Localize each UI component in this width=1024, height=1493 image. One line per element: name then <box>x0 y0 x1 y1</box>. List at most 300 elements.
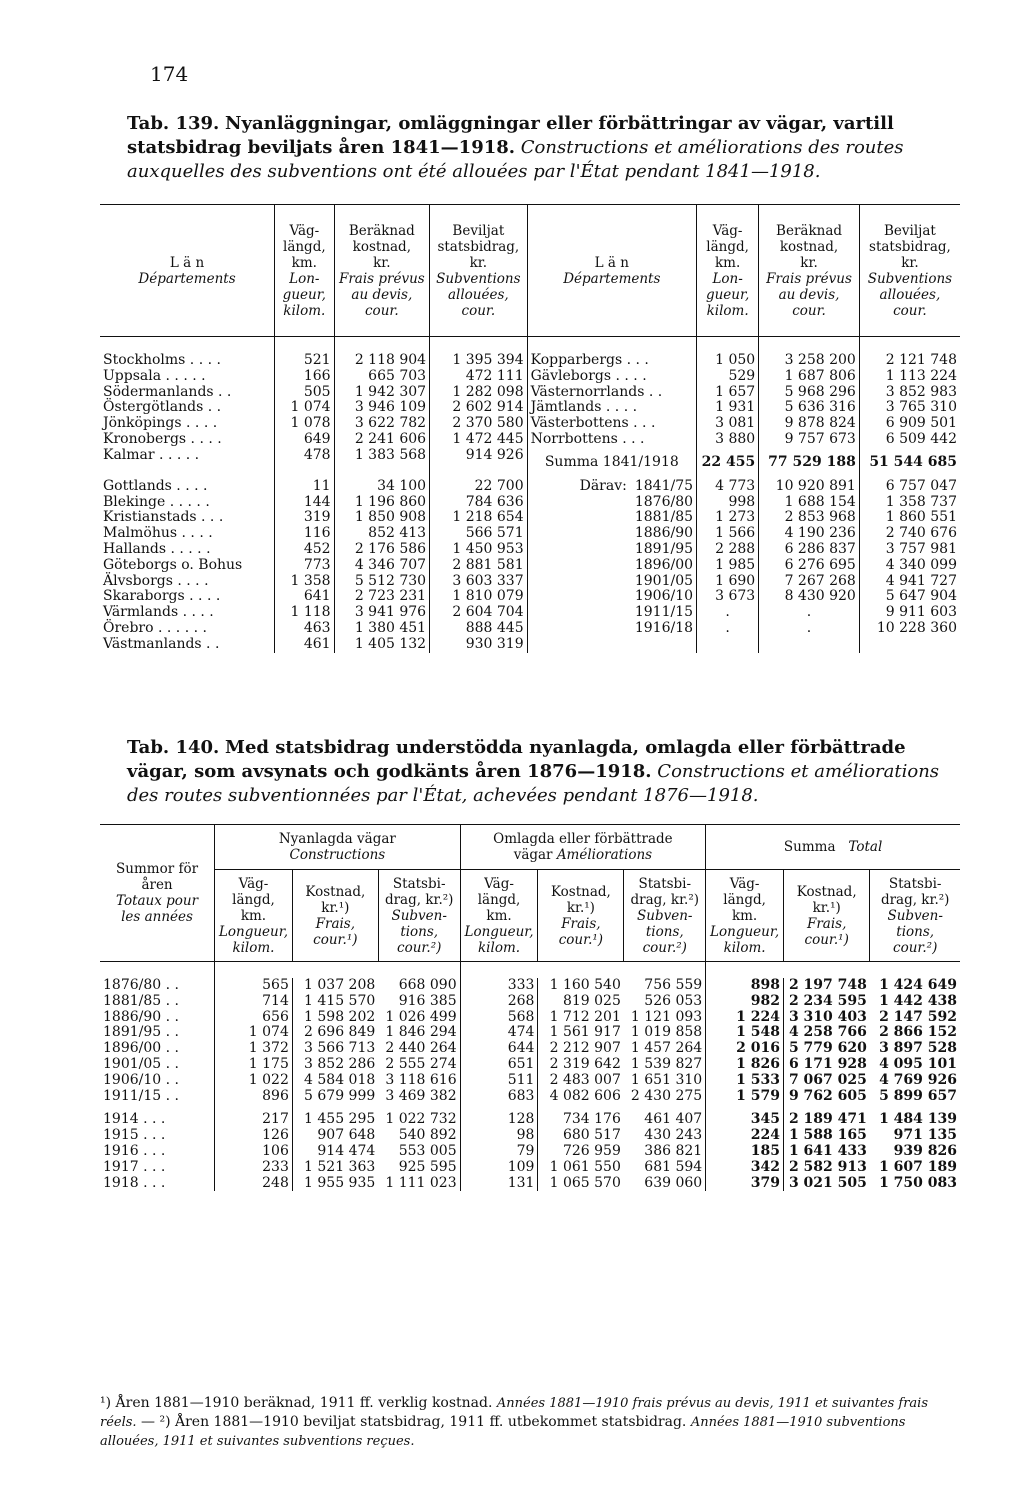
county-name: Skaraborgs . . . . <box>103 588 221 605</box>
county-name: Kronobergs . . . . <box>103 430 222 447</box>
subheader-sv: Kostnad, kr.¹) <box>550 883 611 916</box>
darav-label: Därav: <box>579 477 627 494</box>
county-name: Älvsborgs . . . . <box>103 572 209 589</box>
summa-value: 77 529 188 <box>759 448 860 479</box>
table-cell: 914 474 <box>292 1144 378 1160</box>
tab140-label: Tab. 140. <box>127 737 220 758</box>
table-cell: 1 121 093 <box>630 1008 703 1025</box>
table-cell: 1 358 737 <box>859 495 960 511</box>
table-cell: 896 <box>215 1089 293 1105</box>
estimated-cost: 1 196 860 <box>334 495 429 511</box>
table-cell: 3 852 983 <box>859 385 960 401</box>
table-cell: 898 <box>706 978 784 994</box>
estimated-cost: 2 118 904 <box>334 353 429 369</box>
table-row <box>100 637 960 653</box>
period-label <box>527 479 696 495</box>
tab140-subheader-stat <box>624 870 706 962</box>
estimated-cost: 3 622 782 <box>334 416 429 432</box>
table-cell: 1 579 <box>706 1089 784 1105</box>
table-cell: 126 <box>215 1128 293 1144</box>
table-cell: 2 234 595 <box>784 994 870 1010</box>
period: 1881/85 <box>634 509 694 526</box>
period-label: 1915 . . . <box>103 1127 166 1144</box>
period-label: 1916 . . . <box>103 1142 166 1159</box>
empty-cell <box>697 637 759 653</box>
table-cell: 2 866 152 <box>879 1024 957 1041</box>
tab139-header-lan-2: L ä n Départements <box>527 205 696 337</box>
subheader-fr: Longueur, kilom. <box>710 923 780 956</box>
table-row <box>100 978 960 994</box>
table-cell: 1 931 <box>697 400 759 416</box>
subheader-sv: Statsbi- drag, kr.²) <box>384 875 454 908</box>
length-km: 1 074 <box>275 400 335 416</box>
table-cell: 656 <box>215 1010 293 1026</box>
table-cell: 109 <box>460 1160 538 1176</box>
period-label: 1881/85 . . <box>103 992 179 1009</box>
table-cell: 1 688 154 <box>759 495 860 511</box>
length-km: 463 <box>275 621 335 637</box>
table-cell: 7 067 025 <box>784 1073 870 1089</box>
table-cell: 4 584 018 <box>292 1073 378 1089</box>
table-cell: 1 588 165 <box>784 1128 870 1144</box>
tab139-caption <box>127 112 947 184</box>
footnote-2-fr: Années 1881—1910 subventions allouées, 1911 et suivantes subventions reçues. <box>100 1415 906 1449</box>
empty-cell <box>859 637 960 653</box>
table-cell: 925 595 <box>398 1158 457 1175</box>
table-cell: 79 <box>460 1144 538 1160</box>
tab140-subheader-stat <box>378 870 460 962</box>
table-cell: 6 171 928 <box>784 1057 870 1073</box>
table-cell: 2 696 849 <box>292 1025 378 1041</box>
period-label: 1917 . . . <box>103 1158 166 1175</box>
table-cell: 1 424 649 <box>879 977 957 993</box>
table-cell: 1 019 858 <box>630 1024 703 1041</box>
subheader-fr: Longueur, kilom. <box>464 923 534 956</box>
table-cell: 2 853 968 <box>759 510 860 526</box>
tab139-header-ber-2: Beräknad kostnad, kr. Frais prévus au devis, cour. <box>759 205 860 337</box>
table-cell: 1 985 <box>697 558 759 574</box>
table-row <box>100 1010 960 1026</box>
table-cell: 1 561 917 <box>538 1025 624 1041</box>
county-name: Jämtlands . . . . <box>527 400 696 416</box>
county-name: Östergötlands . . <box>103 399 222 416</box>
estimated-cost: 3 941 976 <box>334 605 429 621</box>
table-cell: 386 821 <box>644 1142 703 1159</box>
period-label <box>527 558 696 574</box>
table-cell: . <box>697 621 759 637</box>
table-cell: 1 750 083 <box>879 1174 957 1191</box>
period-label: 1911/15 . . <box>103 1087 179 1104</box>
table-cell: 5 679 999 <box>292 1089 378 1105</box>
table-row <box>100 542 960 558</box>
period-label <box>527 542 696 558</box>
period-label: 1906/10 . . <box>103 1071 179 1088</box>
tab140-header-summor: Summor för åren Totaux pour les années <box>100 825 215 962</box>
length-km: 1 078 <box>275 416 335 432</box>
table-cell: 7 267 268 <box>759 574 860 590</box>
granted-subsidy: 1 282 098 <box>430 385 528 401</box>
table-cell: . <box>697 605 759 621</box>
estimated-cost: 2 723 231 <box>334 589 429 605</box>
tab139-header-bev-2: Beviljat statsbidrag, kr. Subventions allouées, cour. <box>859 205 960 337</box>
table-row <box>100 479 960 495</box>
footnote <box>100 1394 960 1451</box>
subheader-sv: Väg- längd, km. <box>232 875 275 924</box>
subheader-fr: Subven- tions, cour.²) <box>637 907 693 956</box>
footnote-1-fr: Années 1881—1910 frais prévus au devis, 1911 et suivantes frais réels. <box>100 1396 928 1430</box>
table-cell: 1 061 550 <box>538 1160 624 1176</box>
table-cell: 939 826 <box>893 1142 957 1159</box>
table-cell: 681 594 <box>644 1158 703 1175</box>
table-cell: 907 648 <box>292 1128 378 1144</box>
table-cell: 8 430 920 <box>759 589 860 605</box>
table-cell: 1 607 189 <box>879 1158 957 1175</box>
length-km: 521 <box>275 353 335 369</box>
table-cell: 2 440 264 <box>385 1040 457 1057</box>
period: 1911/15 <box>634 604 694 621</box>
granted-subsidy: 1 810 079 <box>430 589 528 605</box>
length-km: 1 358 <box>275 574 335 590</box>
table-row <box>100 369 960 385</box>
table-cell: 1 160 540 <box>538 978 624 994</box>
table-cell: 5 779 620 <box>784 1041 870 1057</box>
table-cell: 529 <box>697 369 759 385</box>
subheader-fr: Subven- tions, cour.²) <box>391 907 447 956</box>
empty-cell <box>759 637 860 653</box>
tab139-header-bev: Beviljat statsbidrag, kr. Subventions allouées, cour. <box>430 205 528 337</box>
length-km: 166 <box>275 369 335 385</box>
county-name: Hallands . . . . . <box>103 540 211 557</box>
period: 1841/75 <box>634 477 694 494</box>
table-cell: 2 016 <box>706 1041 784 1057</box>
empty-cell <box>527 637 696 653</box>
period: 1891/95 <box>634 540 694 557</box>
table-cell: 1 548 <box>706 1025 784 1041</box>
tab140-subheader-stat <box>870 870 960 962</box>
table-cell: 5 647 904 <box>859 589 960 605</box>
county-name: Norrbottens . . . <box>527 432 696 448</box>
period-label: 1896/00 . . <box>103 1040 179 1057</box>
summa-value: 51 544 685 <box>859 448 960 479</box>
tab140-title-fr: Constructions et améliorations des routes subventionnées par l'État, achevées pendant 1876—1918. <box>127 761 940 806</box>
table-cell: 1 113 224 <box>859 369 960 385</box>
table-cell: 1 484 139 <box>879 1111 957 1128</box>
table-cell: 3 021 505 <box>784 1176 870 1192</box>
county-name: Kopparbergs . . . <box>527 353 696 369</box>
table-cell: 131 <box>460 1176 538 1192</box>
subheader-sv: Statsbi- drag, kr.²) <box>630 875 700 908</box>
granted-subsidy: 930 319 <box>430 637 528 653</box>
table-cell: 651 <box>460 1057 538 1073</box>
table-cell: 1 050 <box>697 353 759 369</box>
table-cell: 1 598 202 <box>292 1010 378 1026</box>
estimated-cost: 852 413 <box>334 526 429 542</box>
table-cell: 1 712 201 <box>538 1010 624 1026</box>
table-row <box>100 416 960 432</box>
table-row <box>100 432 960 448</box>
table-cell: 3 469 382 <box>385 1087 457 1104</box>
table-cell: 680 517 <box>538 1128 624 1144</box>
county-name: Gottlands . . . . <box>103 477 208 494</box>
table-row <box>100 574 960 590</box>
table-cell: 1 175 <box>215 1057 293 1073</box>
page-number: 174 <box>150 62 189 86</box>
table-cell: 511 <box>460 1073 538 1089</box>
period-label <box>527 589 696 605</box>
table-cell: 2 582 913 <box>784 1160 870 1176</box>
table-cell: 1 641 433 <box>784 1144 870 1160</box>
table-cell: 1 533 <box>706 1073 784 1089</box>
period: 1896/00 <box>634 556 694 573</box>
table-cell: 4 190 236 <box>759 526 860 542</box>
table-cell: 1 651 310 <box>630 1071 703 1088</box>
period-label: 1876/80 . . <box>103 977 179 993</box>
table-cell: 2 555 274 <box>385 1055 457 1072</box>
subheader-fr: Subven- tions, cour.²) <box>887 907 943 956</box>
estimated-cost: 665 703 <box>334 369 429 385</box>
tab139-header-vag: Väg- längd, km. Lon- gueur, kilom. <box>275 205 335 337</box>
granted-subsidy: 2 602 914 <box>430 400 528 416</box>
table-cell: 540 892 <box>398 1127 457 1144</box>
county-name: Kristianstads . . . <box>103 509 224 526</box>
tab140-caption <box>127 736 947 808</box>
period: 1876/80 <box>634 493 694 510</box>
estimated-cost: 2 176 586 <box>334 542 429 558</box>
table-cell: 248 <box>215 1176 293 1192</box>
tab140-subheader-vag <box>706 870 784 962</box>
length-km: 319 <box>275 510 335 526</box>
granted-subsidy: 472 111 <box>430 369 528 385</box>
tab139-table <box>100 204 960 653</box>
table-row <box>100 1176 960 1192</box>
table-row <box>100 526 960 542</box>
subheader-fr: Frais, cour.¹) <box>558 915 604 948</box>
table-cell: 10 920 891 <box>759 479 860 495</box>
table-cell: 971 135 <box>893 1127 957 1144</box>
table-cell: 734 176 <box>538 1112 624 1128</box>
table-cell: 3 258 200 <box>759 353 860 369</box>
period: 1916/18 <box>634 619 694 636</box>
table-cell: 6 757 047 <box>859 479 960 495</box>
subheader-sv: Statsbi- drag, kr.²) <box>880 875 950 908</box>
table-cell: 2 147 592 <box>879 1008 957 1025</box>
length-km: 461 <box>275 637 335 653</box>
length-km: 11 <box>275 479 335 495</box>
estimated-cost: 5 512 730 <box>334 574 429 590</box>
table-cell: 1 657 <box>697 385 759 401</box>
table-cell: 9 911 603 <box>859 605 960 621</box>
period-label: 1914 . . . <box>103 1111 166 1128</box>
table-cell: 1 457 264 <box>630 1040 703 1057</box>
estimated-cost: 1 405 132 <box>334 637 429 653</box>
table-cell: 644 <box>460 1041 538 1057</box>
county-name: Blekinge . . . . . <box>103 493 210 510</box>
county-name: Värmlands . . . . <box>103 604 214 621</box>
table-row <box>100 1025 960 1041</box>
granted-subsidy: 566 571 <box>430 526 528 542</box>
granted-subsidy: 1 450 953 <box>430 542 528 558</box>
table-cell: 4 773 <box>697 479 759 495</box>
table-cell: 526 053 <box>644 992 703 1009</box>
county-name: Jönköpings . . . . <box>103 415 218 432</box>
table-cell: 1 111 023 <box>385 1174 457 1191</box>
table-row <box>100 495 960 511</box>
length-km: 505 <box>275 385 335 401</box>
table-row <box>100 1160 960 1176</box>
table-row <box>100 558 960 574</box>
table-cell: 1 415 570 <box>292 994 378 1010</box>
table-cell: 5 636 316 <box>759 400 860 416</box>
table-cell: 714 <box>215 994 293 1010</box>
table-row <box>100 400 960 416</box>
table-cell: 3 852 286 <box>292 1057 378 1073</box>
table-cell: 683 <box>460 1089 538 1105</box>
table-cell: 233 <box>215 1160 293 1176</box>
table-cell: 916 385 <box>398 992 457 1009</box>
granted-subsidy: 1 395 394 <box>430 353 528 369</box>
table-cell: 2 288 <box>697 542 759 558</box>
table-cell: 6 286 837 <box>759 542 860 558</box>
table-cell: 333 <box>460 978 538 994</box>
tab139-label: Tab. 139. <box>127 113 220 134</box>
table-cell: 1 521 363 <box>292 1160 378 1176</box>
estimated-cost: 1 850 908 <box>334 510 429 526</box>
table-cell: 9 878 824 <box>759 416 860 432</box>
table-cell: 3 081 <box>697 416 759 432</box>
table-cell: 998 <box>697 495 759 511</box>
table-cell: 1 372 <box>215 1041 293 1057</box>
table-cell: 2 189 471 <box>784 1112 870 1128</box>
table-cell: 4 082 606 <box>538 1089 624 1105</box>
table-cell: 9 757 673 <box>759 432 860 448</box>
table-row <box>100 1089 960 1105</box>
table-cell: 1 442 438 <box>879 992 957 1009</box>
table-cell: 2 319 642 <box>538 1057 624 1073</box>
table-cell: 1 026 499 <box>385 1008 457 1025</box>
granted-subsidy: 2 604 704 <box>430 605 528 621</box>
table-cell: 217 <box>215 1112 293 1128</box>
table-cell: 474 <box>460 1025 538 1041</box>
table-row <box>100 994 960 1010</box>
table-cell: 1 273 <box>697 510 759 526</box>
table-row <box>100 621 960 637</box>
table-cell: 819 025 <box>538 994 624 1010</box>
granted-subsidy: 914 926 <box>430 448 528 479</box>
table-cell: 4 769 926 <box>879 1071 957 1088</box>
subheader-sv: Kostnad, kr.¹) <box>305 883 366 916</box>
period-label: 1886/90 . . <box>103 1008 179 1025</box>
granted-subsidy: 1 472 445 <box>430 432 528 448</box>
table-row <box>100 1144 960 1160</box>
subheader-fr: Frais, cour.¹) <box>313 915 358 948</box>
county-name: Stockholms . . . . <box>103 352 221 368</box>
length-km: 478 <box>275 448 335 479</box>
tab140-table <box>100 824 960 1191</box>
table-cell: 756 559 <box>644 977 703 993</box>
period: 1901/05 <box>634 572 694 589</box>
table-cell: 6 909 501 <box>859 416 960 432</box>
subheader-sv: Väg- längd, km. <box>477 875 521 924</box>
period-label: 1891/95 . . <box>103 1024 179 1041</box>
table-cell: 1 037 208 <box>292 978 378 994</box>
period: 1906/10 <box>634 588 694 605</box>
table-row <box>100 589 960 605</box>
table-cell: 1 022 <box>215 1073 293 1089</box>
table-row <box>100 1041 960 1057</box>
period-label: 1901/05 . . <box>103 1055 179 1072</box>
table-cell: 2 483 007 <box>538 1073 624 1089</box>
table-cell: 2 121 748 <box>859 353 960 369</box>
length-km: 116 <box>275 526 335 542</box>
summa-label: Summa 1841/1918 <box>527 448 696 479</box>
length-km: 452 <box>275 542 335 558</box>
table-cell: 268 <box>460 994 538 1010</box>
table-cell: 1 860 551 <box>859 510 960 526</box>
granted-subsidy: 2 881 581 <box>430 558 528 574</box>
table-cell: 1 224 <box>706 1010 784 1026</box>
period-label <box>527 605 696 621</box>
granted-subsidy: 1 218 654 <box>430 510 528 526</box>
subheader-fr: Longueur, kilom. <box>218 923 288 956</box>
table-cell: 1 539 827 <box>630 1055 703 1072</box>
granted-subsidy: 3 603 337 <box>430 574 528 590</box>
table-cell: 342 <box>706 1160 784 1176</box>
county-name: Västmanlands . . <box>103 635 220 652</box>
period-label <box>527 621 696 637</box>
table-row <box>100 1112 960 1128</box>
footnote-2-sv: — ²) Åren 1881—1910 beviljat statsbidrag, 1911 ff. utbekommet statsbidrag. <box>141 1414 687 1430</box>
tab140-subheader-kost <box>292 870 378 962</box>
estimated-cost: 1 942 307 <box>334 385 429 401</box>
table-cell: 1 690 <box>697 574 759 590</box>
table-row <box>100 1128 960 1144</box>
estimated-cost: 4 346 707 <box>334 558 429 574</box>
table-cell: 10 228 360 <box>859 621 960 637</box>
length-km: 144 <box>275 495 335 511</box>
tab140-subheader-vag <box>460 870 538 962</box>
granted-subsidy: 784 636 <box>430 495 528 511</box>
table-cell: 2 197 748 <box>784 978 870 994</box>
tab140-title-sv: Med statsbidrag understödda nyanlagda, omlagda eller förbättrade vägar, som avsynats och godkänts åren 1876—1918. <box>127 737 906 782</box>
county-name: Västernorrlands . . <box>527 385 696 401</box>
table-cell: 6 509 442 <box>859 432 960 448</box>
tab139-header-ber: Beräknad kostnad, kr. Frais prévus au devis, cour. <box>334 205 429 337</box>
table-cell: 9 762 605 <box>784 1089 870 1105</box>
county-name: Örebro . . . . . . <box>103 619 207 636</box>
tab140-header-om: Omlagda eller förbättrade vägar Améliorations <box>460 825 706 870</box>
tab140-header-summa: Summa Total <box>706 825 960 870</box>
subheader-sv: Väg- längd, km. <box>723 875 766 924</box>
granted-subsidy: 888 445 <box>430 621 528 637</box>
period-label <box>527 495 696 511</box>
tab139-header-lan: L ä n Départements <box>100 205 275 337</box>
table-cell: 3 897 528 <box>879 1040 957 1057</box>
tab140-header-ny: Nyanlagda vägar Constructions <box>215 825 461 870</box>
county-name: Kalmar . . . . . <box>103 446 200 463</box>
period-label: 1918 . . . <box>103 1174 166 1191</box>
granted-subsidy: 2 370 580 <box>430 416 528 432</box>
table-cell: 726 959 <box>538 1144 624 1160</box>
length-km: 773 <box>275 558 335 574</box>
period-label <box>527 526 696 542</box>
table-cell: 2 740 676 <box>859 526 960 542</box>
table-cell: 4 258 766 <box>784 1025 870 1041</box>
table-row <box>100 1057 960 1073</box>
tab139-title-sv: Nyanläggningar, omläggningar eller förbättringar av vägar, vartill statsbidrag beviljats åren 1841—1918. <box>127 113 894 158</box>
table-cell: 1 955 935 <box>292 1176 378 1192</box>
table-row <box>100 385 960 401</box>
table-cell: 1 022 732 <box>385 1111 457 1128</box>
